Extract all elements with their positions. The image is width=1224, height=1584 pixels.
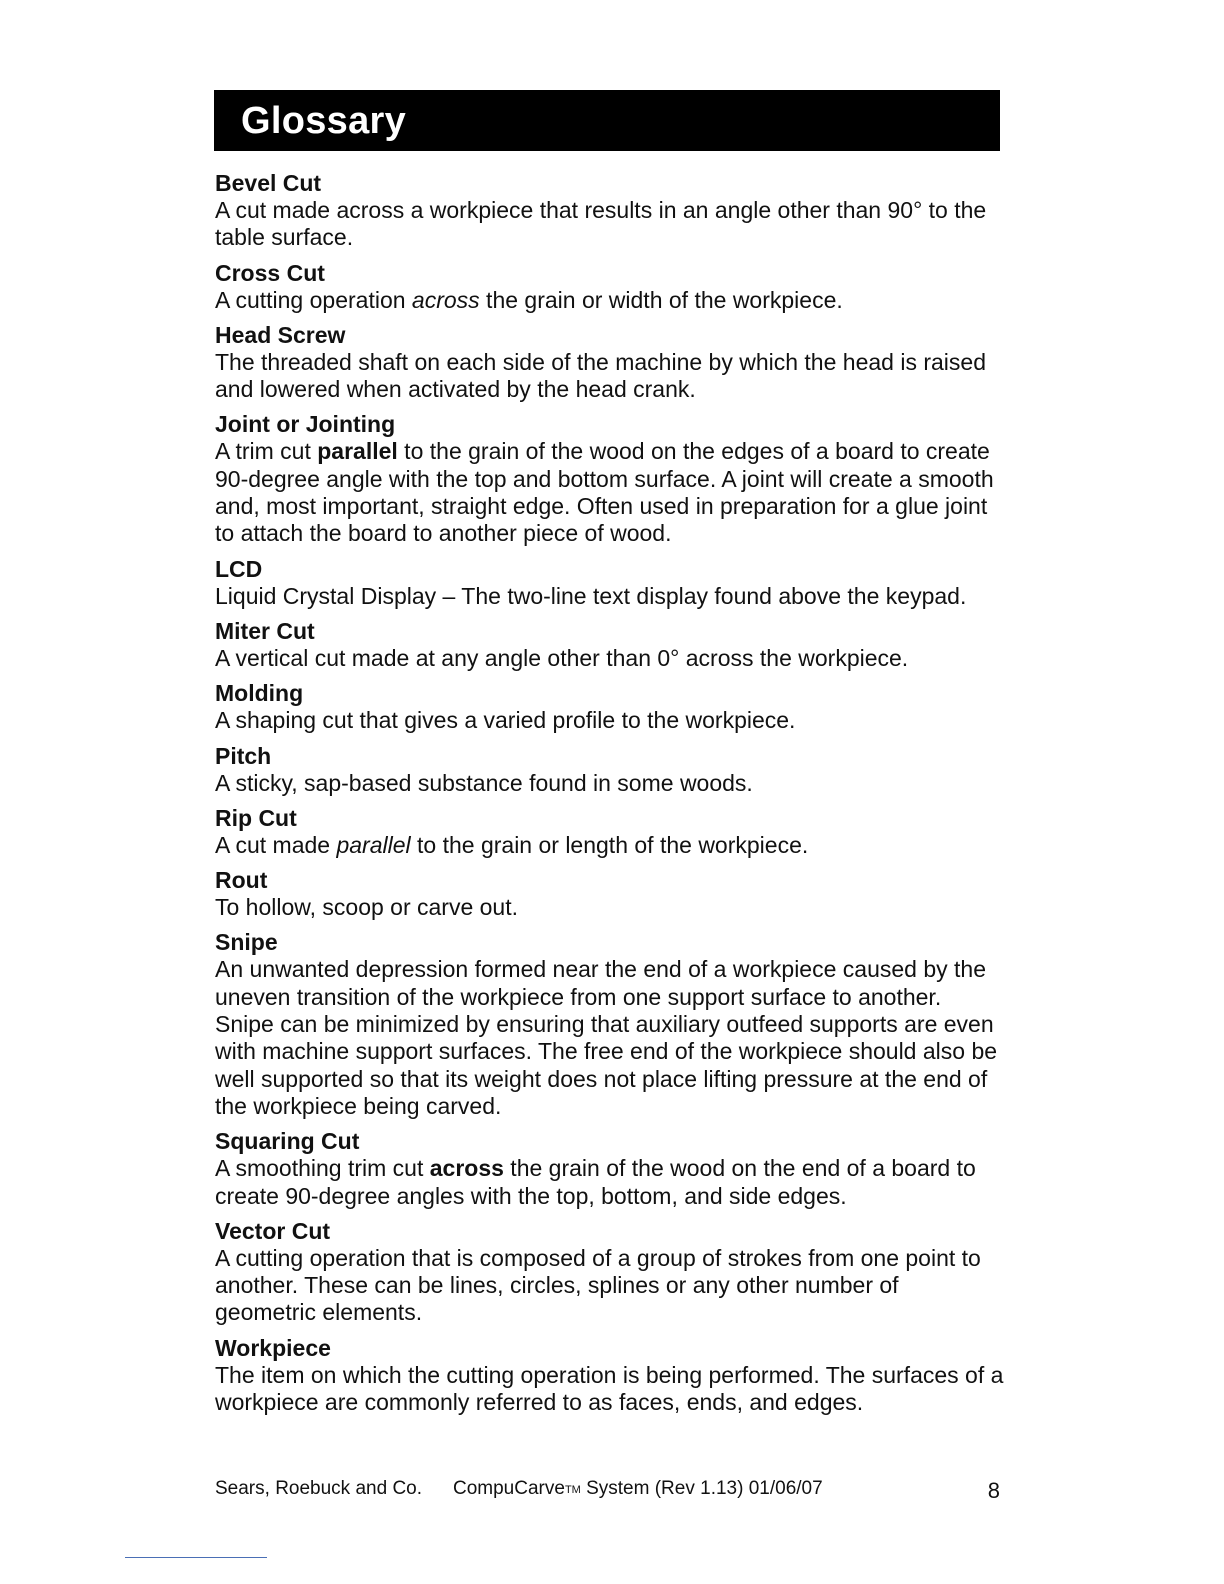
definition-emphasis-bold: across [429,1155,504,1182]
glossary-entry [215,1128,1005,1210]
glossary-header-bar [214,90,1000,151]
footer-product [453,1475,823,1503]
glossary-entry [215,805,1005,859]
glossary-entry [215,411,1005,547]
definition-text: Liquid Crystal Display – The two-line text display found above the keypad. [215,582,967,609]
glossary-term: Pitch [215,742,272,769]
definition-text: A smoothing trim cut [215,1155,430,1182]
glossary-definition [215,707,1005,734]
page-footer [215,1475,1000,1503]
glossary-definition [215,894,1005,921]
page-number: 8 [987,1478,1000,1503]
glossary-definition [215,583,1005,610]
glossary-term: Molding [215,680,304,707]
definition-text: A cut made across a workpiece that results in an angle other than 90° to the table surface. [215,197,987,251]
glossary-definition [215,645,1005,672]
definition-text: An unwanted depression formed near the end of a workpiece caused by the uneven transition of the workpiece from one support surface to another. Snipe can be minimized by ensuring that auxiliary outfeed supports are even with machine support surfaces. The free end of the workpiece should also be well supported so that its weight does not place lifting pressure at the end of the workpiece being carved. [215,956,998,1119]
definition-text: A cutting operation [215,286,412,313]
definition-text: to the grain of the wood on the edges of a board to create 90-degree angle with the top and bottom surface. A joint will create a smooth and, most important, straight edge. Often used in preparation for a glue joint to attach the board to another piece of wood. [215,438,994,547]
glossary-term: Squaring Cut [215,1128,360,1155]
glossary-definition [215,1362,1005,1417]
glossary-definition [215,956,1005,1120]
glossary-definition [215,438,1005,547]
glossary-definition [215,287,1005,314]
definition-text: The threaded shaft on each side of the machine by which the head is raised and lowered when activated by the head crank. [215,348,986,403]
footer-link-underline [125,1557,267,1558]
footer-product-name: CompuCarve [453,1478,565,1499]
glossary-entry [215,556,1005,610]
glossary-term: Joint or Jointing [215,411,396,438]
glossary-entry [215,260,1005,314]
glossary-definition [215,1155,1005,1210]
definition-text: The item on which the cutting operation is being performed. The surfaces of a workpiece are commonly referred to as faces, ends, and edges. [215,1361,1004,1416]
glossary-term: Vector Cut [215,1217,331,1244]
glossary-definition [215,197,1005,252]
glossary-entry [215,1218,1005,1327]
page-title: Glossary [241,100,407,142]
definition-text: A trim cut [215,438,318,465]
glossary-term: Rout [215,867,268,894]
glossary-definition [215,770,1005,797]
glossary-term: Rip Cut [215,804,297,831]
definition-emphasis-bold: parallel [317,438,398,465]
definition-text: the grain or width of the workpiece. [479,286,843,313]
glossary-entry [215,929,1005,1120]
definition-text: A cutting operation that is composed of a group of strokes from one point to another. These can be lines, circles, splines or any other number of geometric elements. [215,1244,981,1326]
glossary-entry [215,680,1005,734]
definition-text: the grain of the wood on the end of a board to create 90-degree angles with the top, bottom, and side edges. [215,1155,976,1209]
glossary-entry [215,322,1005,404]
footer-publisher: Sears, Roebuck and Co. [215,1478,423,1499]
footer-trademark: TM [564,1484,581,1496]
glossary-entry [215,743,1005,797]
glossary-term: Workpiece [215,1334,331,1361]
glossary-entry [215,867,1005,921]
definition-text: A sticky, sap-based substance found in some woods. [215,769,753,796]
glossary-term: Bevel Cut [215,170,322,196]
definition-text: To hollow, scoop or carve out. [215,894,518,921]
definition-text: A cut made [215,831,337,858]
definition-emphasis-italic: parallel [336,831,411,858]
glossary-list [215,170,1005,1424]
glossary-term: LCD [215,555,263,582]
glossary-term: Head Screw [215,321,346,348]
glossary-term: Snipe [215,929,278,956]
definition-text: A shaping cut that gives a varied profile to the workpiece. [215,707,796,734]
glossary-term: Cross Cut [215,259,325,286]
footer-revision: System (Rev 1.13) 01/06/07 [580,1478,823,1499]
glossary-definition [215,349,1005,404]
glossary-entry [215,170,1005,252]
definition-text: A vertical cut made at any angle other than 0° across the workpiece. [215,644,909,671]
glossary-entry [215,1335,1005,1417]
glossary-definition [215,832,1005,859]
glossary-term: Miter Cut [215,617,315,644]
definition-emphasis-italic: across [411,286,480,313]
glossary-definition [215,1245,1005,1327]
definition-text: to the grain or length of the workpiece. [410,831,809,858]
glossary-entry [215,618,1005,672]
